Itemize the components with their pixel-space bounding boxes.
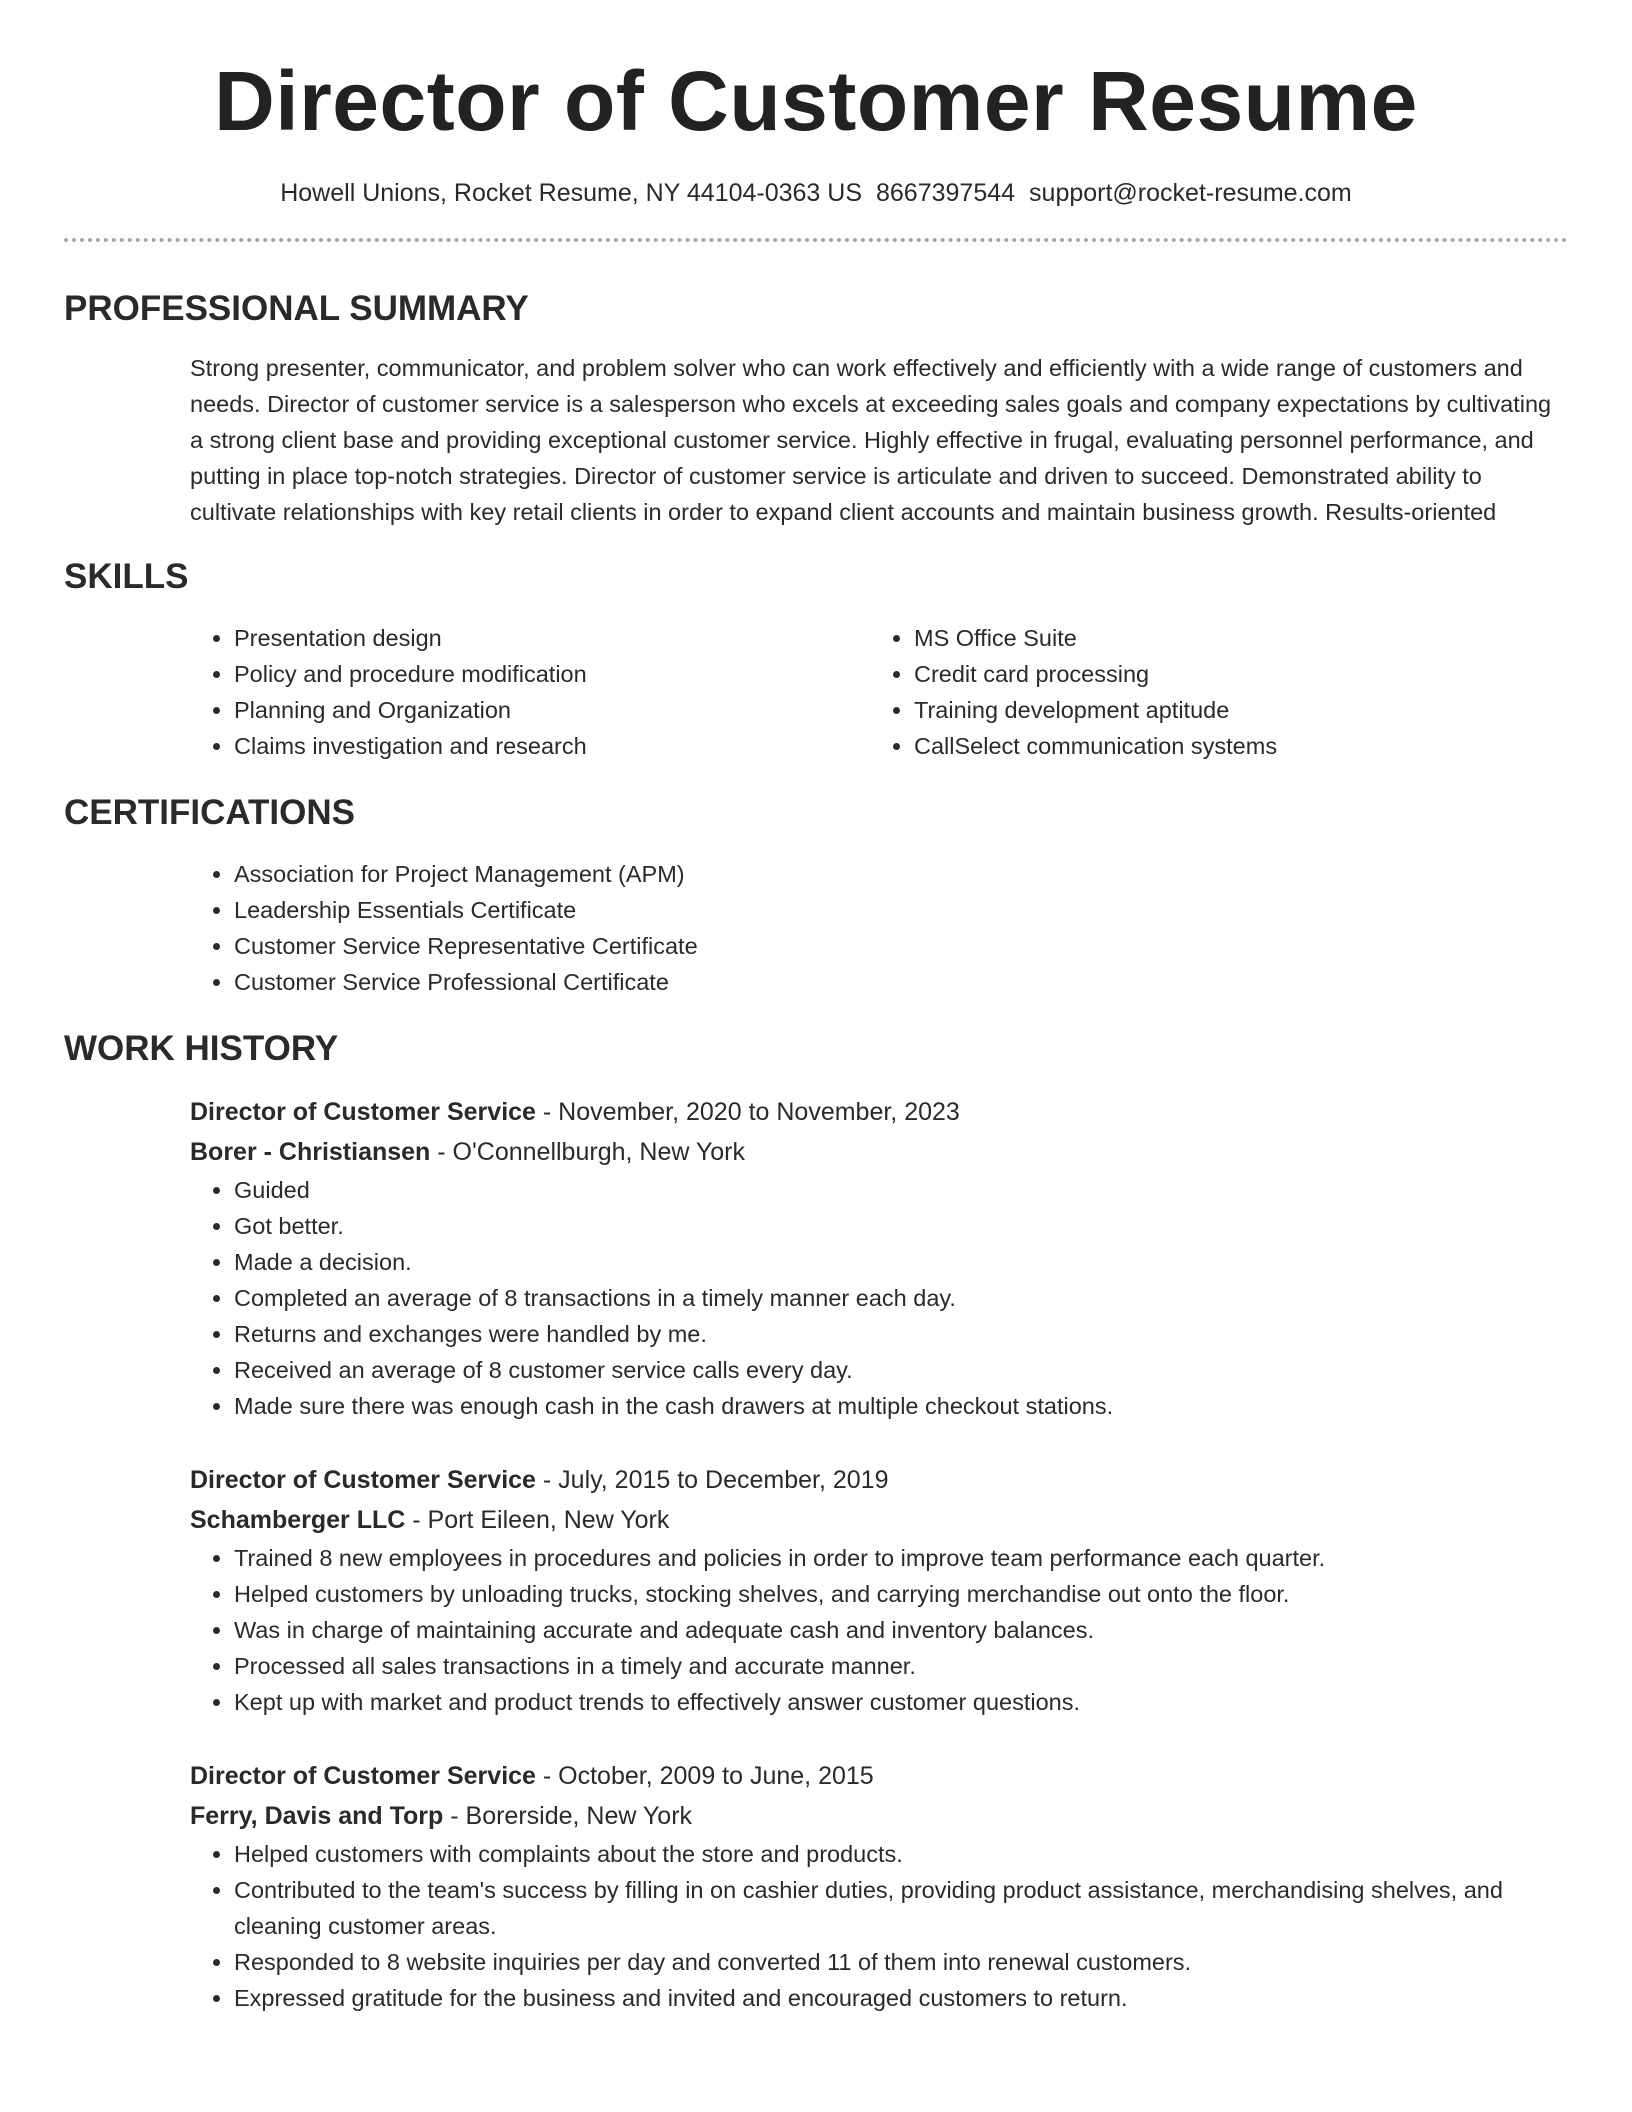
skill-item: • Credit card processing <box>914 656 1550 692</box>
job-bullets <box>190 1836 1568 2016</box>
job-bullets <box>190 1540 1568 1720</box>
certifications-block <box>190 856 1568 1000</box>
job-bullet: • Completed an average of 8 transactions in a timely manner each day. <box>234 1280 1568 1316</box>
summary-heading: PROFESSIONAL SUMMARY <box>64 289 529 329</box>
job-bullet: • Made sure there was enough cash in the cash drawers at multiple checkout stations. <box>234 1388 1568 1424</box>
job-company: Borer - Christiansen <box>190 1138 431 1167</box>
contact-email: support@rocket-resume.com <box>1029 179 1352 208</box>
contact-phone: 8667397544 <box>876 179 1016 208</box>
summary-text: Strong presenter, communicator, and problem solver who can work effectively and efficiently with a wide range of customers and needs. Director of customer service is a salesperson who excels at exceeding sales goals and company expectations by cultivating a strong client base and providing exceptional customer service. Highly effective in frugal, evaluating personnel performance, and putting in place top-notch strategies. Director of customer service is articulate and driven to succeed. Demonstrated ability to cultivate relationships with key retail clients in order to expand client accounts and maintain business growth. Results-oriented <box>190 355 1552 526</box>
job-bullet: • Trained 8 new employees in procedures and policies in order to improve team performance each quarter. <box>234 1540 1568 1576</box>
job-bullet: • Helped customers by unloading trucks, stocking shelves, and carrying merchandise out onto the floor. <box>234 1576 1568 1612</box>
skill-item: • MS Office Suite <box>914 620 1550 656</box>
skills-grid <box>190 620 1568 764</box>
job-dates: - July, 2015 to December, 2019 <box>535 1466 889 1495</box>
work-history-heading: WORK HISTORY <box>64 1029 339 1069</box>
certifications-heading: CERTIFICATIONS <box>64 793 356 833</box>
job-bullet: • Expressed gratitude for the business and invited and encouraged customers to return. <box>234 1980 1568 2016</box>
skill-item: • Training development aptitude <box>914 692 1550 728</box>
job-bullet: • Contributed to the team's success by filling in on cashier duties, providing product assistance, merchandising shelves, and cleaning customer areas. <box>234 1872 1568 1944</box>
skills-list-left <box>190 620 870 764</box>
job-title: Director of Customer Service <box>190 1466 536 1495</box>
job-company: Ferry, Davis and Torp <box>190 1802 444 1831</box>
job-bullet: • Made a decision. <box>234 1244 1568 1280</box>
skill-item: • Planning and Organization <box>234 692 870 728</box>
job-bullet: • Got better. <box>234 1208 1568 1244</box>
job-bullet: • Kept up with market and product trends to effectively answer customer questions. <box>234 1684 1568 1720</box>
certification-item: • Leadership Essentials Certificate <box>234 892 1568 928</box>
job-company-line <box>190 1796 1568 1836</box>
certifications-list <box>190 856 1568 1000</box>
job-location: - Borerside, New York <box>443 1802 693 1831</box>
job-company: Schamberger LLC <box>190 1506 406 1535</box>
job-bullet: • Guided <box>234 1172 1568 1208</box>
skill-item: • CallSelect communication systems <box>914 728 1550 764</box>
job-bullet: • Helped customers with complaints about the store and products. <box>234 1836 1568 1872</box>
skills-list-right <box>870 620 1550 764</box>
job-title-line <box>190 1460 1568 1500</box>
job-title-line <box>190 1092 1568 1132</box>
job-title: Director of Customer Service <box>190 1098 536 1127</box>
skill-item: • Claims investigation and research <box>234 728 870 764</box>
skills-column-right <box>870 620 1550 764</box>
job-title: Director of Customer Service <box>190 1762 536 1791</box>
job-entry <box>190 1092 1568 1424</box>
job-location: - O'Connellburgh, New York <box>430 1138 746 1167</box>
job-bullet: • Responded to 8 website inquiries per day and converted 11 of them into renewal customers. <box>234 1944 1568 1980</box>
job-dates: - October, 2009 to June, 2015 <box>535 1762 874 1791</box>
skill-item: • Policy and procedure modification <box>234 656 870 692</box>
skill-item: • Presentation design <box>234 620 870 656</box>
resume-title: Director of Customer Resume <box>214 54 1418 148</box>
job-bullets <box>190 1172 1568 1424</box>
job-company-line <box>190 1500 1568 1540</box>
job-bullet: • Returns and exchanges were handled by me. <box>234 1316 1568 1352</box>
job-title-line <box>190 1756 1568 1796</box>
job-dates: - November, 2020 to November, 2023 <box>535 1098 960 1127</box>
job-location: - Port Eileen, New York <box>405 1506 670 1535</box>
job-entry <box>190 1756 1568 2016</box>
certification-item: • Association for Project Management (APM) <box>234 856 1568 892</box>
job-company-line <box>190 1132 1568 1172</box>
header-divider <box>64 238 1568 242</box>
contact-address: Howell Unions, Rocket Resume, NY 44104-0363 US <box>280 179 862 208</box>
skills-heading: SKILLS <box>64 557 189 597</box>
resume-page <box>64 0 1568 2016</box>
contact-line <box>64 178 1568 208</box>
certification-item: • Customer Service Professional Certificate <box>234 964 1568 1000</box>
skills-column-left <box>190 620 870 764</box>
job-bullet: • Was in charge of maintaining accurate and adequate cash and inventory balances. <box>234 1612 1568 1648</box>
certification-item: • Customer Service Representative Certificate <box>234 928 1568 964</box>
job-bullet: • Received an average of 8 customer service calls every day. <box>234 1352 1568 1388</box>
job-entry <box>190 1460 1568 1720</box>
job-bullet: • Processed all sales transactions in a timely and accurate manner. <box>234 1648 1568 1684</box>
